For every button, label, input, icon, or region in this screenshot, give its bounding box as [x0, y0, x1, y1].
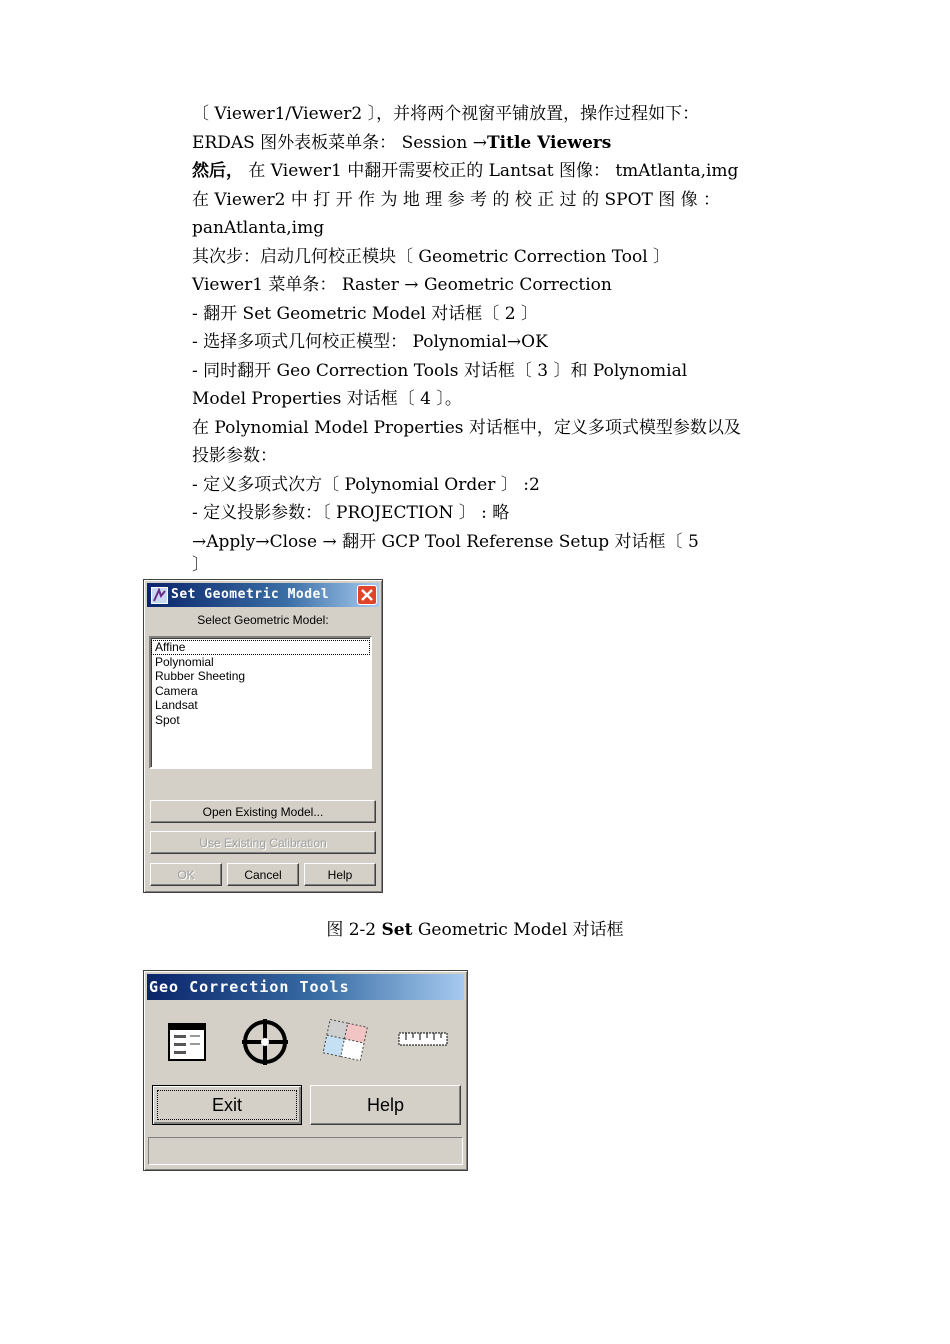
text-line: Model Properties 对话框〔 4 〕。 [192, 389, 462, 409]
close-icon [358, 586, 376, 604]
geo-correction-tools-dialog [143, 970, 468, 1171]
text-line [192, 157, 804, 186]
document-body [192, 100, 804, 574]
list-item[interactable]: Landsat [155, 698, 198, 712]
text-line [192, 129, 804, 158]
gcp-editor-icon[interactable] [168, 1023, 206, 1061]
set-geometric-model-dialog [143, 579, 383, 893]
open-existing-model-button[interactable]: Open Existing Model... [150, 800, 376, 823]
ruler-icon[interactable] [398, 1031, 448, 1047]
help-button[interactable]: Help [310, 1085, 461, 1125]
text-line: 投影参数： [192, 446, 277, 466]
viewer-overlap-icon[interactable] [318, 1015, 372, 1067]
list-item[interactable]: Spot [155, 712, 180, 727]
text-line: 〔 Viewer1/Viewer2 〕，并将两个视窗平铺放置，操作过程如下： [192, 104, 700, 124]
list-item[interactable]: Camera [155, 683, 198, 698]
select-model-prompt: Select Geometric Model: [197, 613, 329, 627]
crosshair-icon[interactable] [240, 1017, 290, 1067]
caption-prefix: 图 2-2 [326, 920, 382, 940]
ok-button: OK [150, 863, 222, 886]
text-line: 在 Viewer2 中 打 开 作 为 地 理 参 考 的 校 正 过 的 SPOT 图 像 ： [192, 189, 721, 210]
help-button[interactable]: Help [304, 863, 376, 886]
text-span: ERDAS 图外表板菜单条： Session → [192, 132, 487, 153]
model-listbox[interactable] [149, 636, 372, 769]
text-line: panAtlanta,img [192, 218, 325, 238]
list-item[interactable]: Affine [151, 640, 370, 655]
text-line: 在 Polynomial Model Properties 对话框中，定义多项式模型参数以及 [192, 417, 741, 438]
dialog-title: Geo Correction Tools [149, 978, 350, 996]
close-button[interactable] [357, 585, 377, 605]
app-logo-icon [151, 587, 168, 604]
dialog-titlebar[interactable] [147, 583, 379, 607]
text-span: 在 Viewer1 中翻开需要校正的 Lantsat 图像： tmAtlanta,img [243, 161, 739, 181]
cancel-button[interactable]: Cancel [227, 863, 299, 886]
text-span-bold: Title Viewers [487, 132, 612, 153]
use-existing-calibration-button: Use Existing Calibration [150, 831, 376, 854]
list-item[interactable]: Rubber Sheeting [155, 669, 246, 683]
figure-caption [0, 915, 950, 940]
dialog-titlebar[interactable] [147, 974, 464, 1000]
text-line: Viewer1 菜单条： Raster → Geometric Correction [192, 275, 612, 295]
caption-bold: Set [381, 920, 413, 940]
exit-button[interactable]: Exit [152, 1085, 302, 1125]
text-line: - 选择多项式几何校正模型： Polynomial→OK [192, 332, 548, 352]
text-line: 〕 [192, 555, 209, 575]
text-line: 其次步：启动几何校正模块〔 Geometric Correction Tool 〕 [192, 246, 671, 267]
text-span-bold: 然后， [192, 161, 243, 181]
text-line: - 定义多项式次方〔 Polynomial Order 〕 :2 [192, 474, 540, 495]
text-line: - 同时翻开 Geo Correction Tools 对话框〔 3 〕和 Polynomial [192, 360, 688, 381]
text-line: →Apply→Close → 翻开 GCP Tool Referense Setup 对话框〔 5 [192, 531, 699, 552]
status-bar [148, 1137, 463, 1165]
text-line: - 翻开 Set Geometric Model 对话框〔 2 〕 [192, 303, 538, 324]
caption-suffix: Geometric Model 对话框 [412, 920, 624, 940]
list-item[interactable]: Polynomial [155, 654, 214, 669]
text-line: - 定义投影参数：〔 PROJECTION 〕 : 略 [192, 503, 510, 523]
dialog-title: Set Geometric Model [171, 587, 330, 602]
